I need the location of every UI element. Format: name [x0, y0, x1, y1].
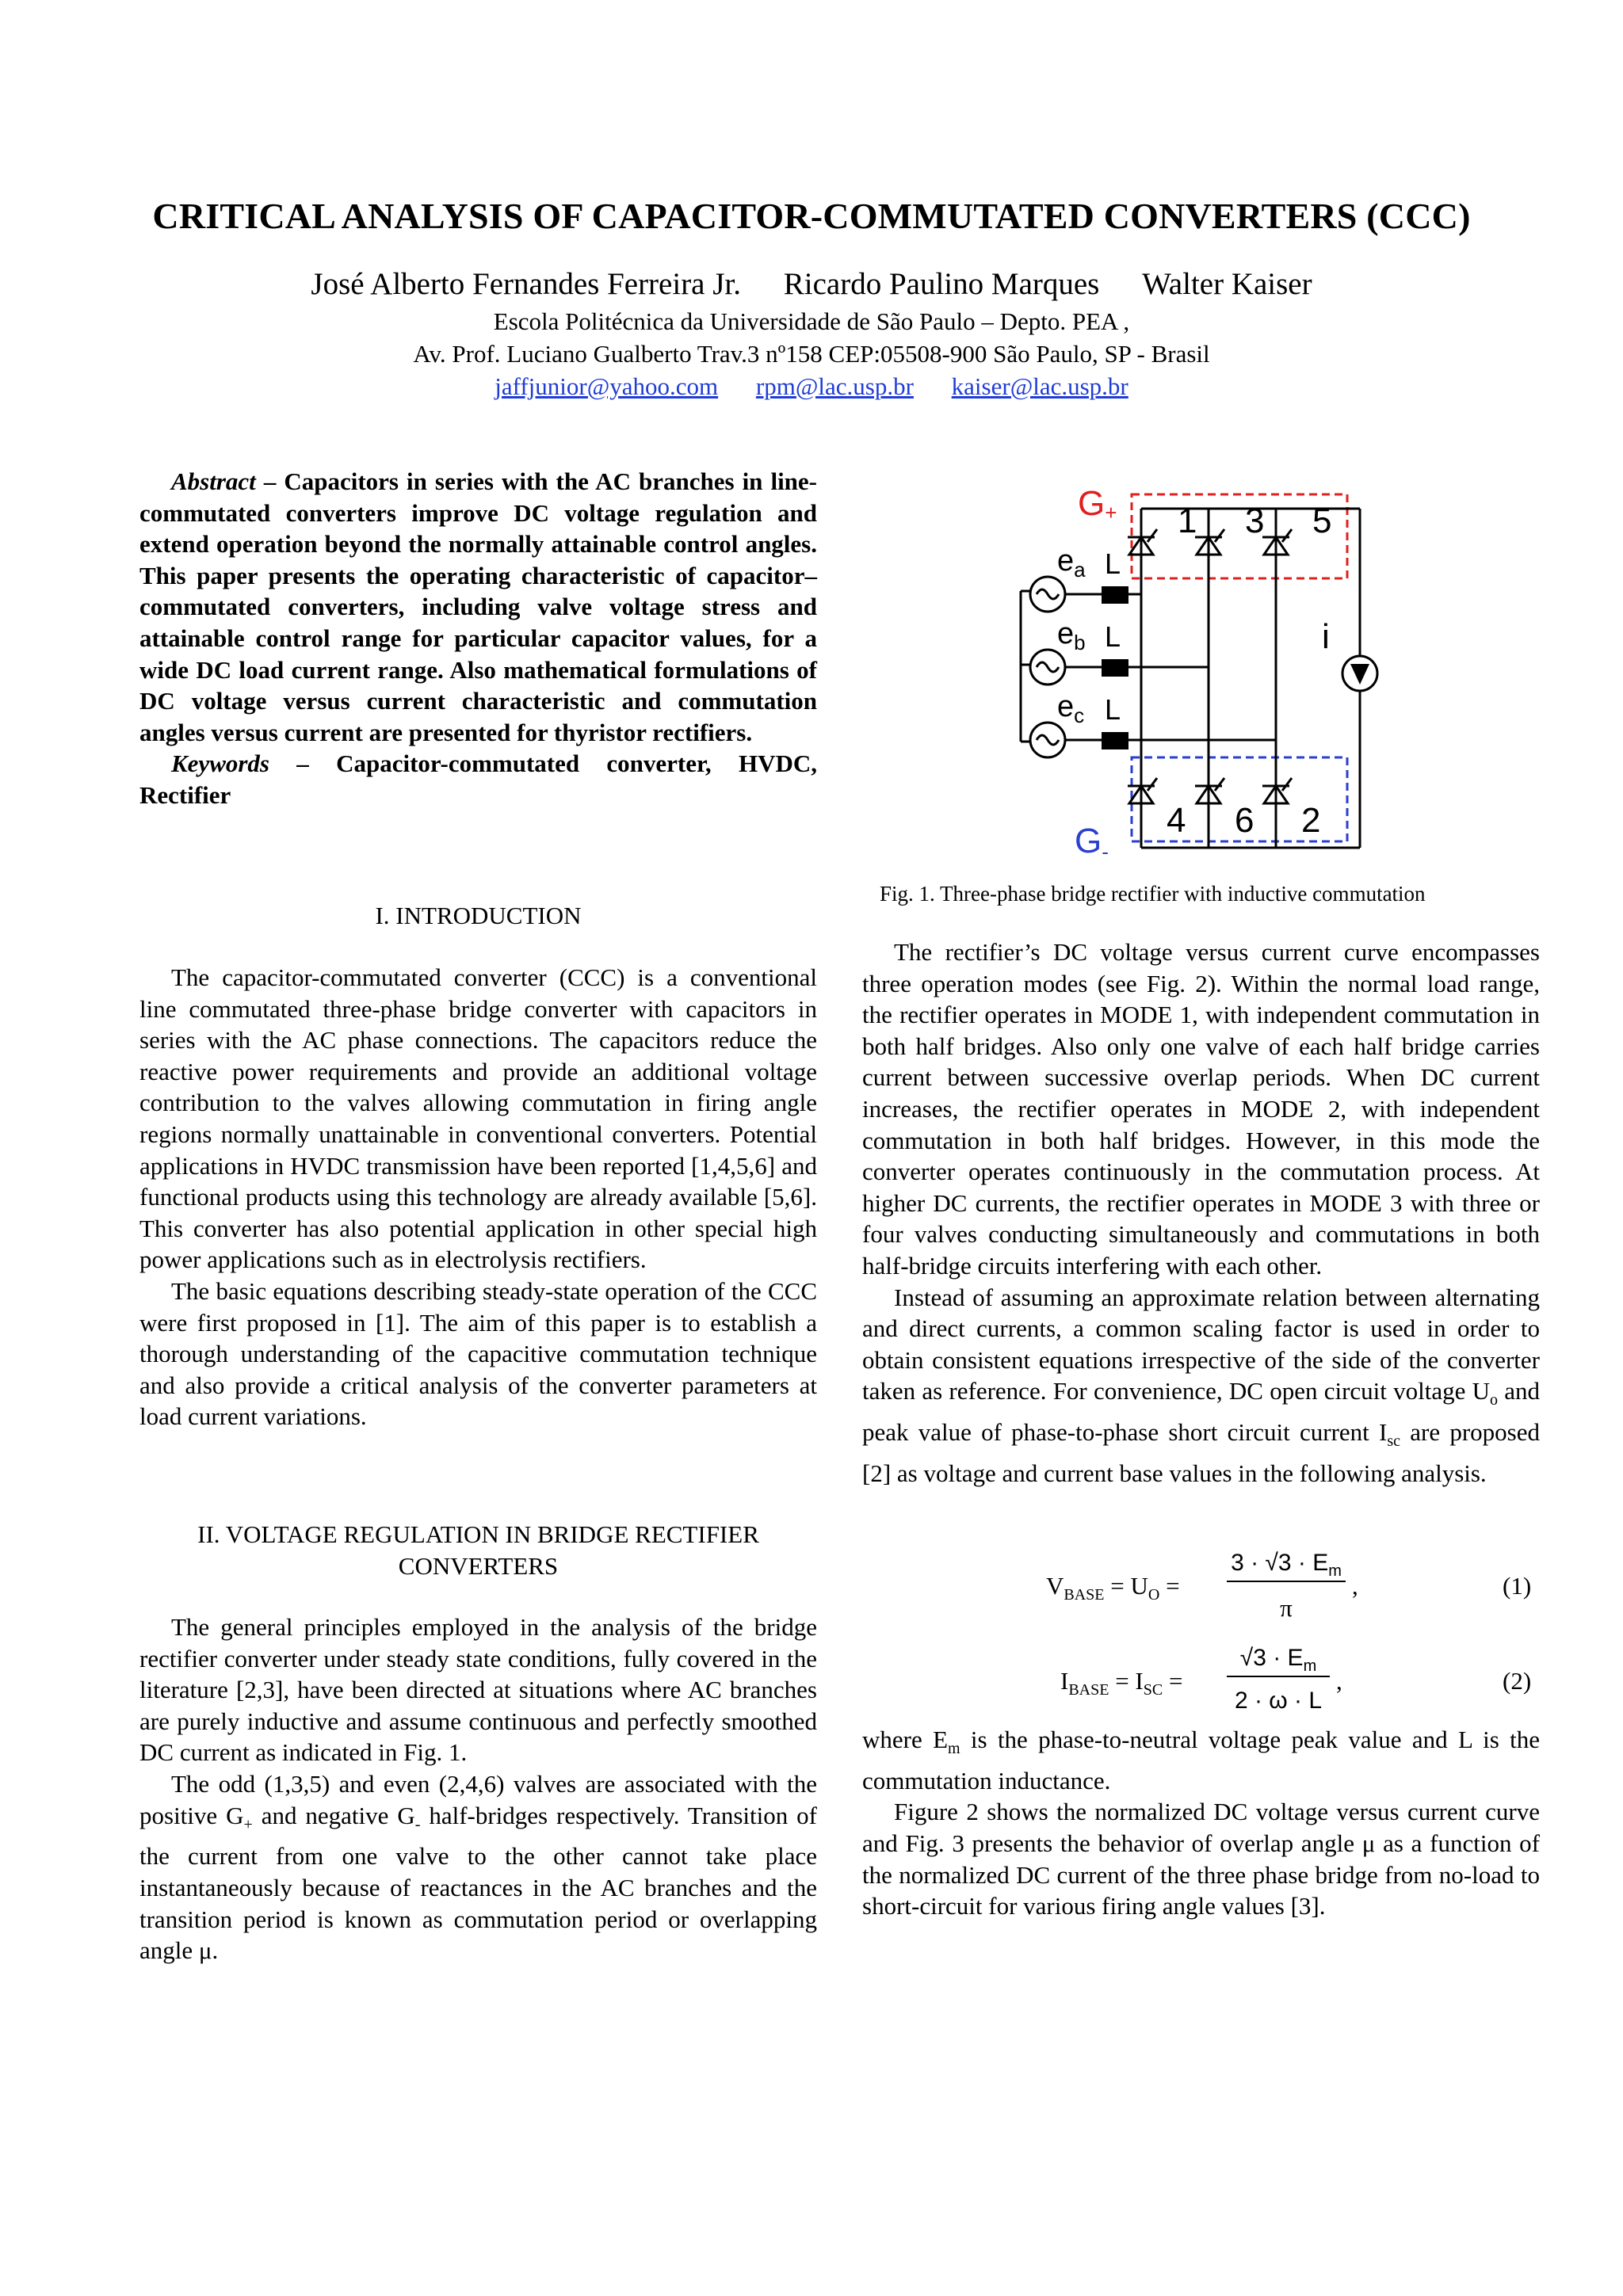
gplus-label: G+ — [1078, 484, 1117, 524]
keywords-text: – Capacitor-commutated converter, HVDC, Rectifier — [139, 749, 817, 809]
email-link-2[interactable]: rpm@lac.usp.br — [755, 372, 914, 400]
sec2-paragraph-1: The general principles employed in the analysis of the bridge rectifier converter under steady state conditions, fully covered in the literature [2,3], have been directed at situations where AC branches are purely inductive and assume continuous and perfectly smoothed DC current as indicated in Fig. 1. — [139, 1613, 817, 1767]
source-label-c: $e_c$ — [1057, 690, 1085, 727]
valve-label-4: 4 — [1167, 801, 1186, 840]
valve-label-6: 6 — [1235, 801, 1254, 840]
valve-label-2: 2 — [1301, 801, 1321, 840]
abstract-text: – Capacitors in series with the AC branches in line-commutated converters improve DC voltage regulation and extend operation beyond the normally attainable control angles. This paper presents the operating characteristic of capacitor–commutated converters, including valve voltage stress and attainable control range for particular capacitor values, for a wide DC load current range. Also mathematical formulations of DC voltage versus current characteristic and commutation angles versus current are presented for thyristor rectifiers. — [139, 467, 817, 746]
section-heading-introduction: I. INTRODUCTION — [375, 902, 582, 929]
section-heading-line-2: CONVERTERS — [398, 1551, 559, 1580]
equation-1-numerator: $3 \cdot √3 \cdot E_m$ — [1227, 1550, 1346, 1582]
email-list — [0, 372, 1623, 401]
right-paragraph-2: Instead of assuming an approximate relation between alternating and direct currents, a common scaling factor is used in order to obtain consistent equations irrespective of the side of the converter taken as reference. For convenience, DC open circuit voltage $U_o$ and peak value of phase-to-phase short circuit current $I_{sc}$ are proposed [2] as voltage and current base values in the following analysis. — [862, 1283, 1540, 1487]
affiliation-line-2: Av. Prof. Luciano Gualberto Trav.3 nº158 CEP:05508-900 São Paulo, SP - Brasil — [413, 340, 1210, 368]
inductor-label-a: L — [1105, 547, 1121, 580]
source-label-b: $e_b$ — [1057, 617, 1086, 654]
equation-2-number: (2) — [1503, 1667, 1532, 1695]
current-label: i — [1322, 617, 1330, 656]
equation-1-comma: , — [1352, 1572, 1358, 1600]
right-column-body-2 — [862, 1724, 1540, 1922]
introduction-body — [139, 962, 817, 1432]
author-3: Walter Kaiser — [1142, 267, 1312, 301]
valve-label-5: 5 — [1312, 502, 1332, 540]
abstract — [139, 466, 817, 811]
equation-1-number: (1) — [1503, 1572, 1532, 1600]
section-2-body — [139, 1611, 817, 1966]
after-equation-paragraph: where $E_m$ is the phase-to-neutral voltage peak value and L is the commutation inductance. — [862, 1726, 1540, 1794]
figure-1-caption: Fig. 1. Three-phase bridge rectifier with inductive commutation — [880, 882, 1426, 906]
equation-2-denominator: 2 · ω · L — [1234, 1688, 1323, 1714]
right-paragraph-1: The rectifier’s DC voltage versus current curve encompasses three operation modes (see Fig. 2). Within the normal load range, the rectifier operates in MODE 1, with independent commutation in both half bridges. Also only one valve of each half bridge carries current between successive overlap periods. When DC current increases, the rectifier operates in MODE 2, with independent commutation in both half bridges. However, in this mode the converter operates continuously in the commutation process. At higher DC currents, the rectifier operates in MODE 3 with three or four valves conducting simultaneously and commutations in both half-bridge circuits interfering with each other. — [862, 938, 1540, 1280]
email-link-1[interactable]: jaffjunior@yahoo.com — [495, 372, 719, 400]
keywords-label: Keywords — [171, 749, 269, 778]
section-heading-line-1: II. VOLTAGE REGULATION IN BRIDGE RECTIFIER — [197, 1520, 759, 1548]
source-label-a: $e_a$ — [1057, 544, 1086, 582]
email-link-3[interactable]: kaiser@lac.usp.br — [951, 372, 1128, 400]
right-paragraph-3: Figure 2 shows the normalized DC voltage versus current curve and Fig. 3 presents the behavior of overlap angle μ as a function of the normalized DC current of the three phase bridge from no-load to short-circuit for various firing angle values [3]. — [862, 1798, 1540, 1920]
sec2-paragraph-2: The odd (1,3,5) and even (2,4,6) valves are associated with the positive $G_+$ and negative $G_-$ half-bridges respectively. Transition of the current from one valve to the other cannot take place instantaneously because of reactances in the AC branches and the transition period is known as commutation period or overlapping angle μ. — [139, 1769, 817, 1965]
affiliation-line-1: Escola Politécnica da Universidade de São Paulo – Depto. PEA , — [493, 307, 1130, 335]
inductor-a-icon — [1102, 586, 1128, 604]
equation-2-numerator: $√3 \cdot E_m$ — [1227, 1645, 1330, 1677]
intro-paragraph-2: The basic equations describing steady-state operation of the CCC were first proposed in [1]. The aim of this paper is to establish a thorough understanding of the capacitive commutation technique and also provide a critical analysis of the converter parameters at load current variations. — [139, 1276, 817, 1431]
author-1: José Alberto Fernandes Ferreira Jr. — [311, 267, 742, 301]
paper-title: CRITICAL ANALYSIS OF CAPACITOR-COMMUTATED CONVERTERS (CCC) — [152, 196, 1471, 236]
author-list — [0, 266, 1623, 302]
dc-current-source-icon — [1342, 656, 1377, 691]
inductor-label-c: L — [1105, 693, 1121, 726]
section-heading-voltage-regulation — [139, 1519, 817, 1581]
figure-1-circuit — [1014, 483, 1395, 871]
source-b-icon — [1030, 650, 1065, 685]
intro-paragraph-1: The capacitor-commutated converter (CCC) is a conventional line commutated three-phase bridge converter with capacitors in series with the AC phase connections. The capacitors reduce the reactive power requirements and provide an additional voltage contribution to the valves allowing commutation in firing angle regions normally unattainable in conventional converters. Potential applications in HVDC transmission have been reported [1,4,5,6] and functional products using this technology are already available [5,6]. This converter has also potential application in other special high power applications such as in electrolysis rectifiers. — [139, 963, 817, 1274]
equation-2: $I_{BASE} = I_{SC}$ = — [1060, 1667, 1183, 1699]
valve-label-3: 3 — [1245, 502, 1265, 540]
inductor-label-b: L — [1105, 620, 1121, 653]
abstract-label: Abstract — [171, 467, 256, 495]
inductor-c-icon — [1102, 732, 1128, 749]
source-a-icon — [1030, 577, 1065, 612]
equation-2-comma: , — [1336, 1667, 1342, 1695]
valve-label-1: 1 — [1178, 502, 1197, 540]
equation-1: $V_{BASE} = U_O$ = — [1046, 1572, 1180, 1604]
gminus-label: G- — [1075, 822, 1109, 864]
source-c-icon — [1030, 723, 1065, 757]
author-2: Ricardo Paulino Marques — [783, 267, 1100, 301]
right-column-body-1 — [862, 936, 1540, 1489]
equation-1-denominator: π — [1280, 1594, 1293, 1622]
inductor-b-icon — [1102, 659, 1128, 677]
